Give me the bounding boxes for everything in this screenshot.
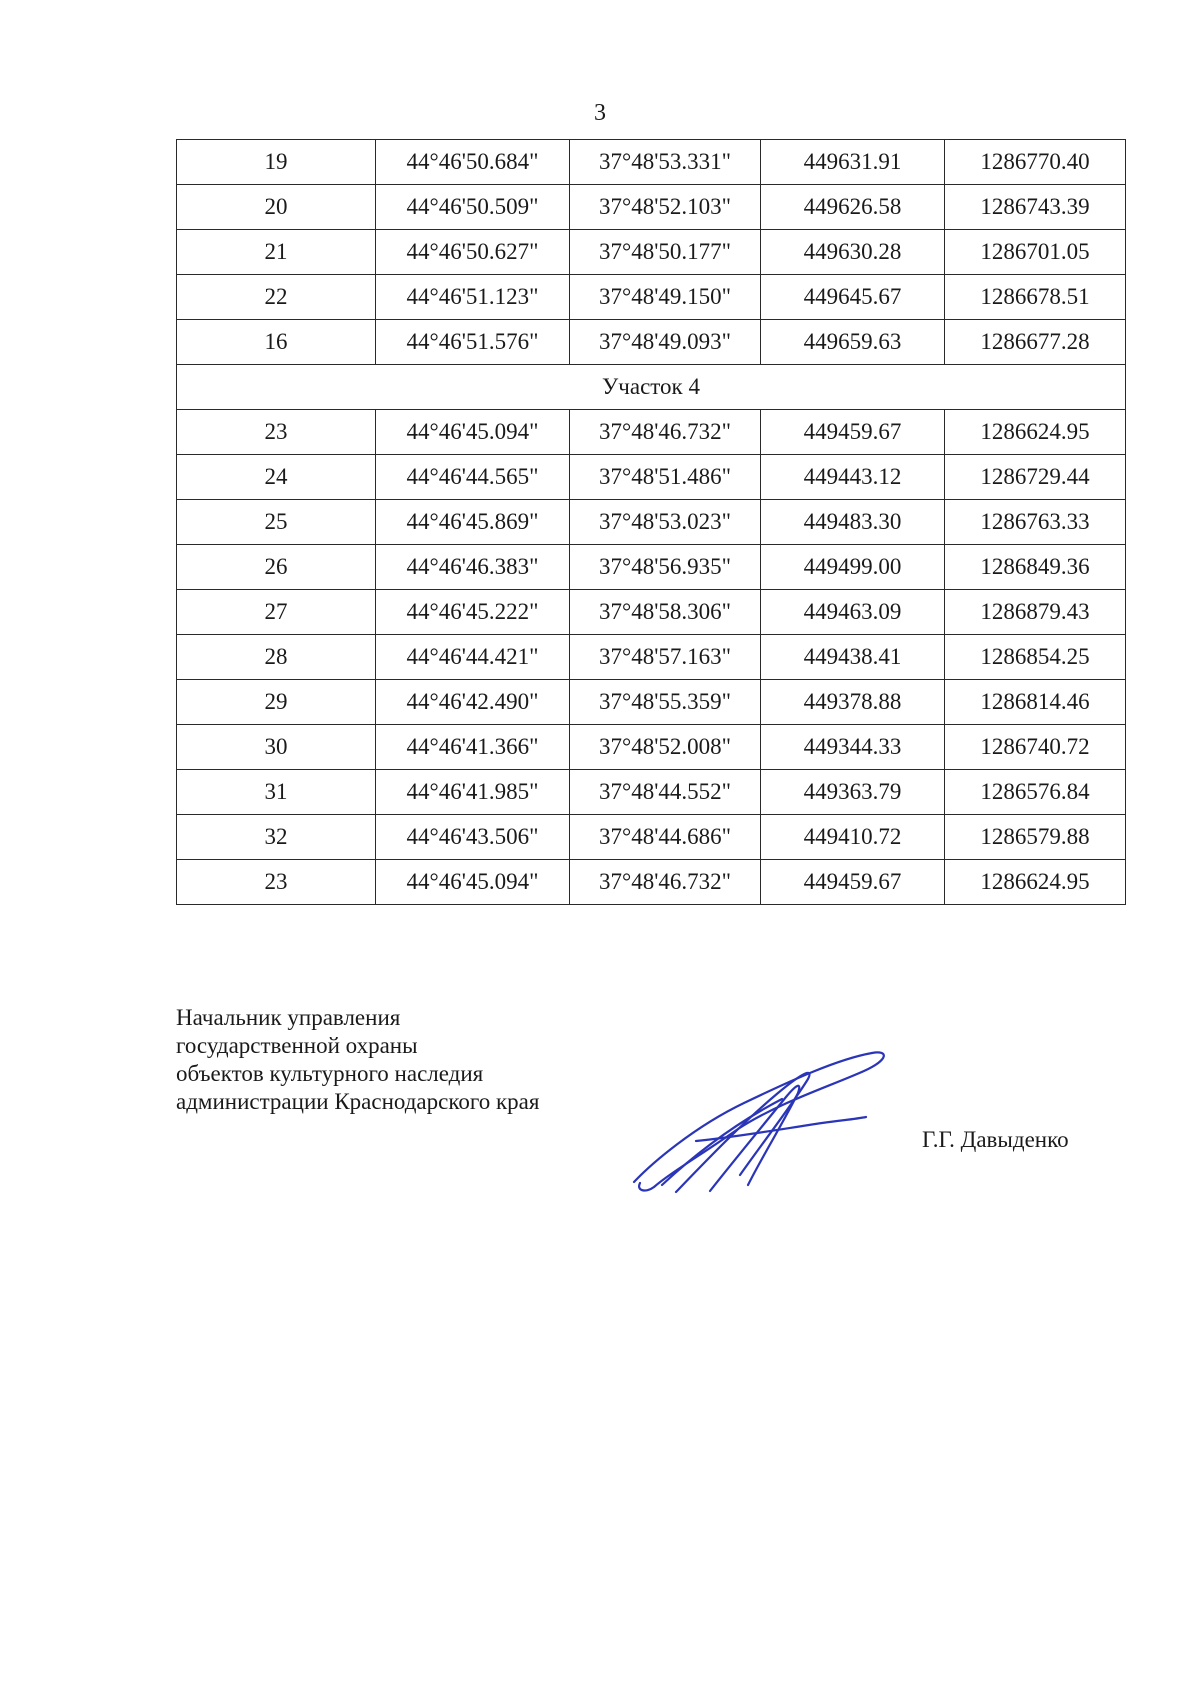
section-label: Участок 4 bbox=[177, 365, 1126, 410]
table-cell: 1286624.95 bbox=[945, 410, 1126, 455]
table-cell: 31 bbox=[177, 770, 376, 815]
table-cell: 37°48'56.935" bbox=[570, 545, 761, 590]
table-cell: 19 bbox=[177, 140, 376, 185]
signature-block bbox=[176, 1004, 539, 1116]
signer-title-line: Начальник управления bbox=[176, 1005, 401, 1030]
table-cell: 37°48'52.008" bbox=[570, 725, 761, 770]
table-cell: 30 bbox=[177, 725, 376, 770]
table-row bbox=[177, 680, 1126, 725]
table-cell: 37°48'55.359" bbox=[570, 680, 761, 725]
table-cell: 449626.58 bbox=[761, 185, 945, 230]
table-cell: 37°48'49.093" bbox=[570, 320, 761, 365]
table-cell: 449483.30 bbox=[761, 500, 945, 545]
signer-title-line: объектов культурного наследия bbox=[176, 1061, 484, 1086]
table-cell: 44°46'45.222" bbox=[376, 590, 570, 635]
table-cell: 1286740.72 bbox=[945, 725, 1126, 770]
table-cell: 449344.33 bbox=[761, 725, 945, 770]
table-row bbox=[177, 545, 1126, 590]
table-cell: 449630.28 bbox=[761, 230, 945, 275]
table-cell: 44°46'45.869" bbox=[376, 500, 570, 545]
table-cell: 37°48'46.732" bbox=[570, 410, 761, 455]
table-row bbox=[177, 410, 1126, 455]
table-cell: 37°48'58.306" bbox=[570, 590, 761, 635]
table-cell: 44°46'46.383" bbox=[376, 545, 570, 590]
coordinates-table bbox=[176, 139, 1126, 905]
table-cell: 37°48'46.732" bbox=[570, 860, 761, 905]
table-cell: 449410.72 bbox=[761, 815, 945, 860]
table-cell: 37°48'53.331" bbox=[570, 140, 761, 185]
table-cell: 25 bbox=[177, 500, 376, 545]
table-cell: 1286576.84 bbox=[945, 770, 1126, 815]
table-cell: 44°46'45.094" bbox=[376, 860, 570, 905]
table-cell: 449499.00 bbox=[761, 545, 945, 590]
table-cell: 1286854.25 bbox=[945, 635, 1126, 680]
table-cell: 449631.91 bbox=[761, 140, 945, 185]
table-cell: 1286763.33 bbox=[945, 500, 1126, 545]
table-cell: 37°48'50.177" bbox=[570, 230, 761, 275]
table-row bbox=[177, 275, 1126, 320]
table-cell: 21 bbox=[177, 230, 376, 275]
table-cell: 1286729.44 bbox=[945, 455, 1126, 500]
table-cell: 449459.67 bbox=[761, 860, 945, 905]
table-cell: 1286701.05 bbox=[945, 230, 1126, 275]
table-cell: 37°48'49.150" bbox=[570, 275, 761, 320]
table-row bbox=[177, 635, 1126, 680]
page-number: 3 bbox=[594, 100, 606, 126]
table-cell: 44°46'44.565" bbox=[376, 455, 570, 500]
table-cell: 44°46'50.684" bbox=[376, 140, 570, 185]
table-cell: 449363.79 bbox=[761, 770, 945, 815]
table-row bbox=[177, 770, 1126, 815]
table-cell: 37°48'51.486" bbox=[570, 455, 761, 500]
table-row bbox=[177, 455, 1126, 500]
table-cell: 449443.12 bbox=[761, 455, 945, 500]
table-cell: 44°46'51.123" bbox=[376, 275, 570, 320]
table-cell: 44°46'51.576" bbox=[376, 320, 570, 365]
table-cell: 28 bbox=[177, 635, 376, 680]
table-cell: 37°48'44.686" bbox=[570, 815, 761, 860]
signer-title-line: администрации Краснодарского края bbox=[176, 1089, 540, 1114]
table-cell: 23 bbox=[177, 410, 376, 455]
table-row bbox=[177, 230, 1126, 275]
section-row bbox=[177, 365, 1126, 410]
table-cell: 26 bbox=[177, 545, 376, 590]
table-cell: 449463.09 bbox=[761, 590, 945, 635]
table-cell: 32 bbox=[177, 815, 376, 860]
table-cell: 44°46'41.985" bbox=[376, 770, 570, 815]
table-cell: 24 bbox=[177, 455, 376, 500]
table-cell: 44°46'41.366" bbox=[376, 725, 570, 770]
table-cell: 1286879.43 bbox=[945, 590, 1126, 635]
table-cell: 1286770.40 bbox=[945, 140, 1126, 185]
table-cell: 27 bbox=[177, 590, 376, 635]
signer-title-line: государственной охраны bbox=[176, 1033, 418, 1058]
table-cell: 22 bbox=[177, 275, 376, 320]
table-cell: 449645.67 bbox=[761, 275, 945, 320]
table-cell: 20 bbox=[177, 185, 376, 230]
signer-name: Г.Г. Давыденко bbox=[922, 1127, 1069, 1152]
table-cell: 1286579.88 bbox=[945, 815, 1126, 860]
handwritten-signature bbox=[632, 1045, 892, 1195]
table-row bbox=[177, 815, 1126, 860]
table-row bbox=[177, 185, 1126, 230]
table-cell: 16 bbox=[177, 320, 376, 365]
table-cell: 449459.67 bbox=[761, 410, 945, 455]
table-cell: 44°46'43.506" bbox=[376, 815, 570, 860]
table-cell: 1286624.95 bbox=[945, 860, 1126, 905]
table-cell: 37°48'53.023" bbox=[570, 500, 761, 545]
table-row bbox=[177, 140, 1126, 185]
table-row bbox=[177, 860, 1126, 905]
table-row bbox=[177, 500, 1126, 545]
table-cell: 449378.88 bbox=[761, 680, 945, 725]
table-cell: 37°48'52.103" bbox=[570, 185, 761, 230]
table-cell: 1286814.46 bbox=[945, 680, 1126, 725]
table-cell: 23 bbox=[177, 860, 376, 905]
table-cell: 44°46'44.421" bbox=[376, 635, 570, 680]
table-cell: 1286849.36 bbox=[945, 545, 1126, 590]
table-cell: 1286677.28 bbox=[945, 320, 1126, 365]
table-row bbox=[177, 590, 1126, 635]
table-cell: 44°46'45.094" bbox=[376, 410, 570, 455]
table-cell: 44°46'50.509" bbox=[376, 185, 570, 230]
table-cell: 449438.41 bbox=[761, 635, 945, 680]
table-cell: 37°48'44.552" bbox=[570, 770, 761, 815]
table-row bbox=[177, 725, 1126, 770]
table-cell: 1286678.51 bbox=[945, 275, 1126, 320]
table-cell: 44°46'50.627" bbox=[376, 230, 570, 275]
table-cell: 37°48'57.163" bbox=[570, 635, 761, 680]
table-row bbox=[177, 320, 1126, 365]
table-cell: 1286743.39 bbox=[945, 185, 1126, 230]
table-cell: 449659.63 bbox=[761, 320, 945, 365]
table-cell: 44°46'42.490" bbox=[376, 680, 570, 725]
table-cell: 29 bbox=[177, 680, 376, 725]
